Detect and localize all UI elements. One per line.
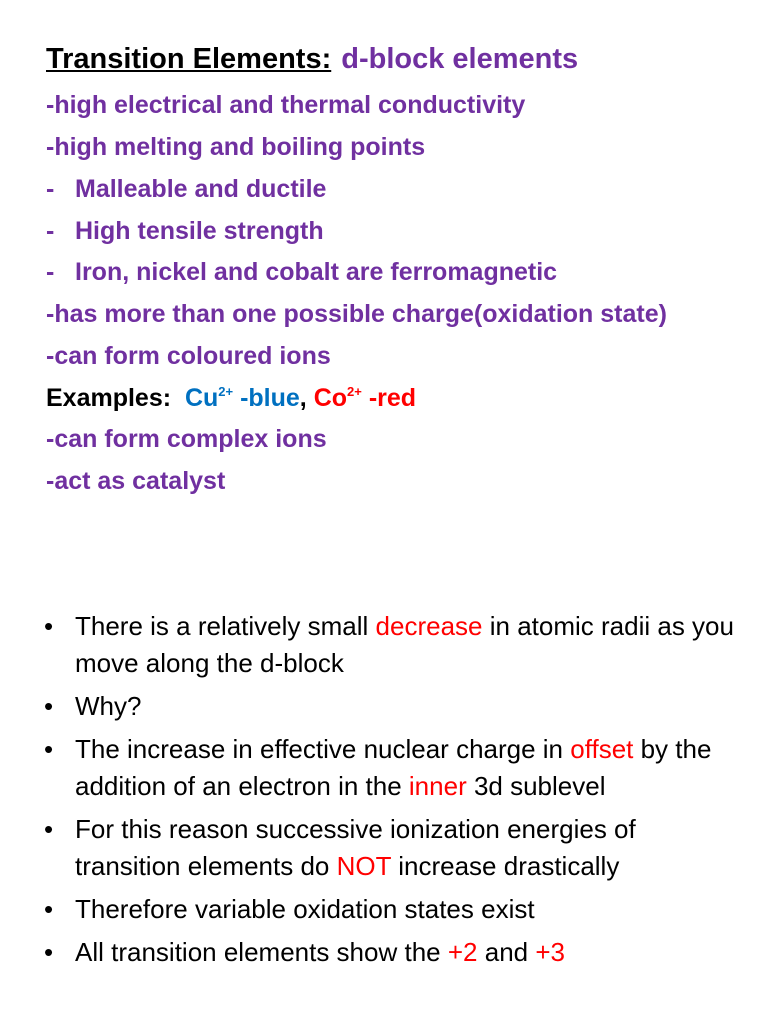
copper-symbol: Cu bbox=[184, 384, 219, 412]
page-title: Transition Elements: bbox=[46, 43, 332, 75]
bullet-dot-icon: • bbox=[44, 814, 54, 844]
property-catalyst: -act as catalyst bbox=[46, 467, 226, 495]
highlight-not: NOT bbox=[336, 851, 392, 881]
highlight-decrease: decrease bbox=[375, 611, 483, 641]
examples-line bbox=[46, 383, 416, 413]
property-malleable-text: Malleable and ductile bbox=[75, 175, 327, 203]
bullet-list bbox=[44, 608, 744, 977]
copper-ion bbox=[185, 384, 300, 412]
highlight-offset: offset bbox=[570, 734, 634, 764]
bullet-text: All transition elements show the bbox=[75, 937, 448, 967]
dash-marker: - bbox=[46, 217, 55, 245]
list-item bbox=[44, 608, 744, 682]
cobalt-symbol: Co bbox=[313, 384, 348, 412]
bullet-dot-icon: • bbox=[44, 691, 54, 721]
property-tensile-text: High tensile strength bbox=[75, 217, 324, 245]
property-conductivity: -high electrical and thermal conductivity bbox=[46, 91, 526, 119]
cobalt-color: -red bbox=[368, 384, 417, 412]
property-oxidation-states: -has more than one possible charge(oxidation state) bbox=[46, 300, 667, 328]
bullet-text: Why? bbox=[75, 691, 142, 721]
dash-marker: - bbox=[46, 258, 55, 286]
dash-marker: - bbox=[46, 175, 55, 203]
bullet-text: in atomic radii as you move along the d-block bbox=[75, 611, 734, 678]
bullet-text: For this reason successive ionization energies of transition elements do bbox=[75, 814, 636, 881]
bullet-dot-icon: • bbox=[44, 894, 54, 924]
property-coloured-ions: -can form coloured ions bbox=[46, 342, 331, 370]
highlight-plus-two: +2 bbox=[447, 937, 478, 967]
bullet-text: Therefore variable oxidation states exist bbox=[75, 894, 535, 924]
property-tensile bbox=[46, 216, 324, 246]
list-item bbox=[44, 891, 744, 928]
copper-charge: 2+ bbox=[218, 384, 234, 399]
list-item bbox=[44, 811, 744, 885]
bullet-dot-icon: • bbox=[44, 734, 54, 764]
title-line bbox=[46, 44, 578, 75]
bullet-text: increase drastically bbox=[391, 851, 620, 881]
property-ferromagnetic bbox=[46, 257, 557, 287]
cobalt-ion bbox=[314, 384, 416, 412]
highlight-plus-three: +3 bbox=[535, 937, 565, 967]
list-item bbox=[44, 934, 744, 971]
property-melting-points: -high melting and boiling points bbox=[46, 133, 426, 161]
bullet-dot-icon: • bbox=[44, 937, 54, 967]
list-item bbox=[44, 731, 744, 805]
bullet-text: 3d sublevel bbox=[466, 771, 606, 801]
property-malleable bbox=[46, 174, 326, 204]
examples-label: Examples: bbox=[46, 384, 172, 412]
bullet-text: and bbox=[477, 937, 536, 967]
copper-color: -blue bbox=[240, 384, 300, 412]
bullet-text: There is a relatively small bbox=[75, 611, 376, 641]
examples-comma: , bbox=[299, 384, 307, 412]
bullet-dot-icon: • bbox=[44, 611, 54, 641]
page-subtitle: d-block elements bbox=[341, 43, 579, 75]
property-complex-ions: -can form complex ions bbox=[46, 425, 327, 453]
cobalt-charge: 2+ bbox=[347, 384, 362, 399]
bullet-text: The increase in effective nuclear charge in bbox=[75, 734, 571, 764]
bullet-text: by the addition of an electron in the bbox=[75, 734, 712, 801]
property-ferromagnetic-text: Iron, nickel and cobalt are ferromagnetic bbox=[75, 258, 558, 286]
list-item bbox=[44, 688, 744, 725]
highlight-inner: inner bbox=[408, 771, 467, 801]
